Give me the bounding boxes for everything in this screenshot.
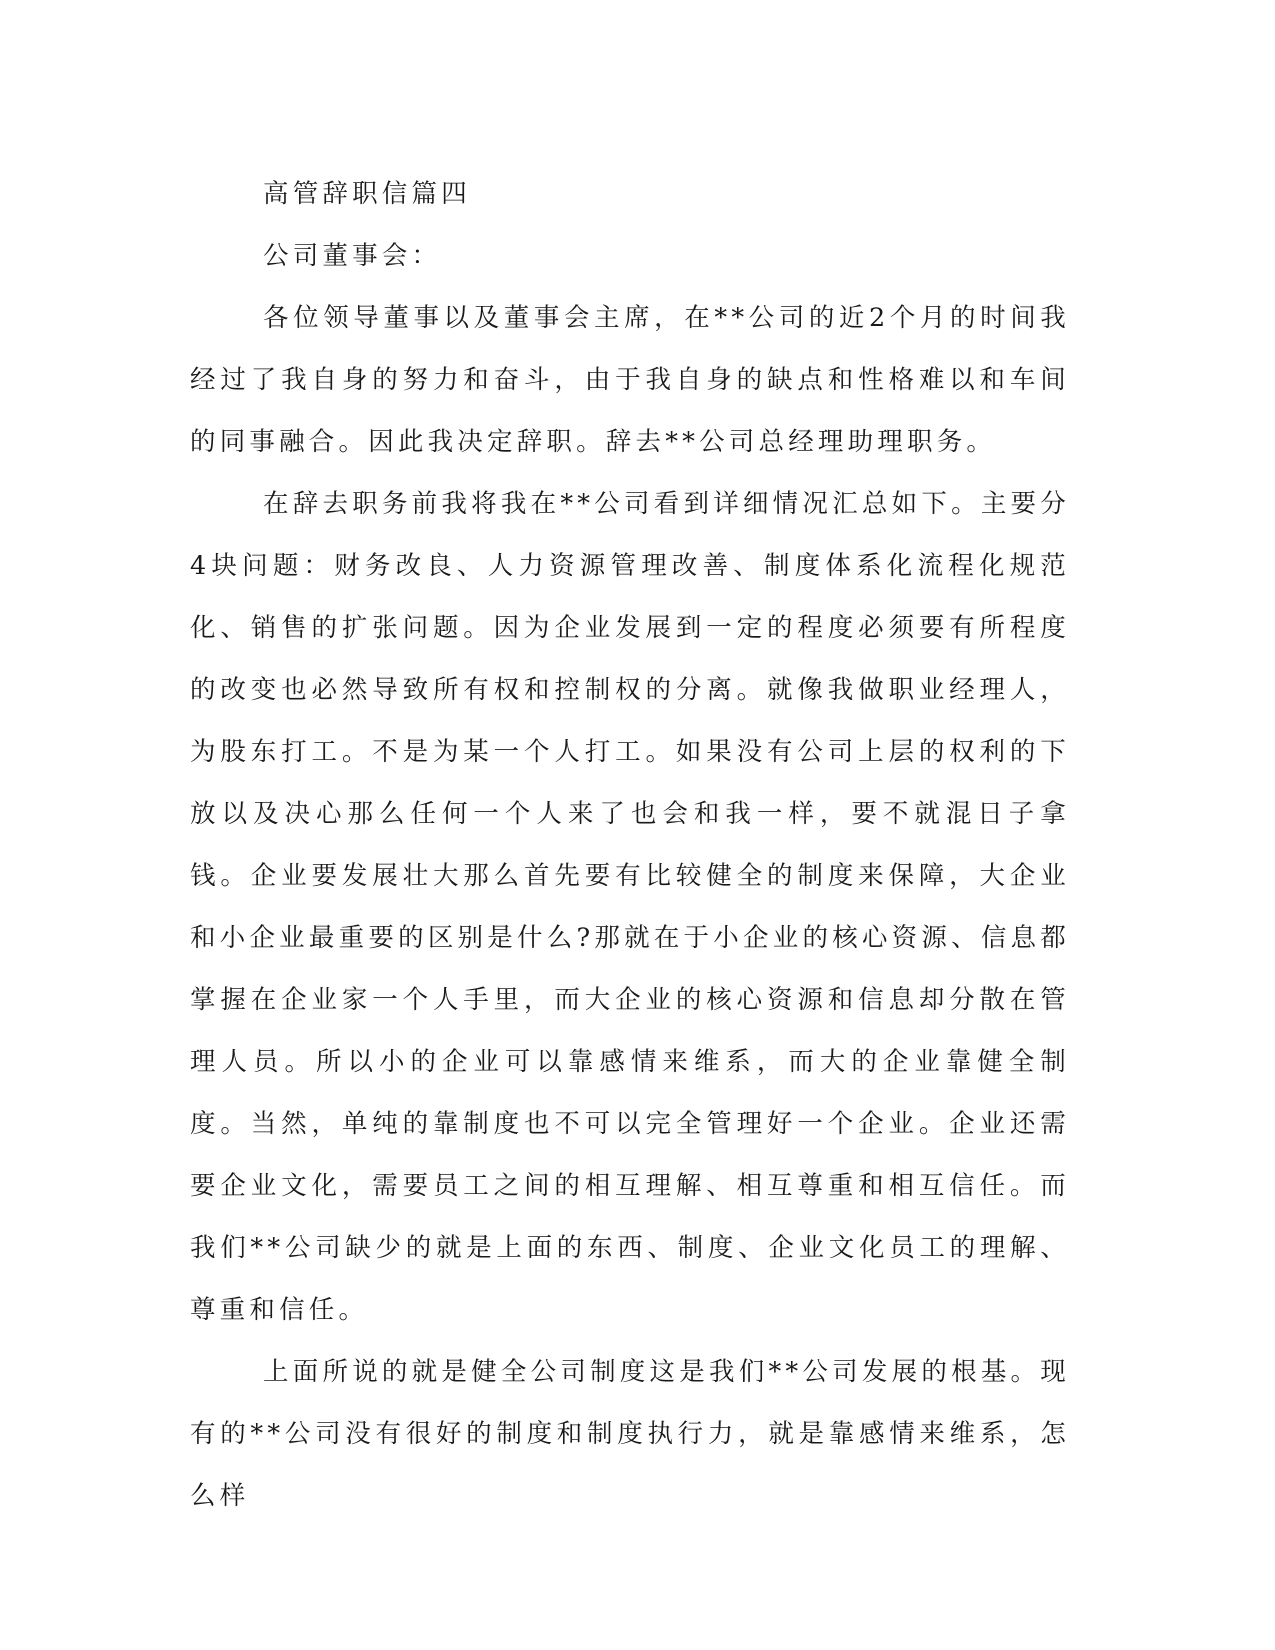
paragraph-1: 各位领导董事以及董事会主席，在**公司的近2个月的时间我经过了我自身的努力和奋斗，由于我自身的缺点和性格难以和车间的同事融合。因此我决定辞职。辞去**公司总经理助理职务。 <box>190 303 1070 457</box>
document-body <box>190 163 1070 1527</box>
document-title: 高管辞职信篇四 <box>263 179 471 209</box>
paragraph-3: 上面所说的就是健全公司制度这是我们**公司发展的根基。现有的**公司没有很好的制度和制度执行力，就是靠感情来维系，怎么样 <box>190 1357 1070 1511</box>
salutation: 公司董事会： <box>263 241 442 271</box>
paragraph-2: 在辞去职务前我将我在**公司看到详细情况汇总如下。主要分4块问题：财务改良、人力资源管理改善、制度体系化流程化规范化、销售的扩张问题。因为企业发展到一定的程度必须要有所程度的改变也必然导致所有权和控制权的分离。就像我做职业经理人，为股东打工。不是为某一个人打工。如果没有公司上层的权利的下放以及决心那么任何一个人来了也会和我一样，要不就混日子拿钱。企业要发展壮大那么首先要有比较健全的制度来保障，大企业和小企业最重要的区别是什么?那就在于小企业的核心资源、信息都掌握在企业家一个人手里，而大企业的核心资源和信息却分散在管理人员。所以小的企业可以靠感情来维系，而大的企业靠健全制度。当然，单纯的靠制度也不可以完全管理好一个企业。企业还需要企业文化，需要员工之间的相互理解、相互尊重和相互信任。而我们**公司缺少的就是上面的东西、制度、企业文化员工的理解、尊重和信任。 <box>190 489 1070 1325</box>
